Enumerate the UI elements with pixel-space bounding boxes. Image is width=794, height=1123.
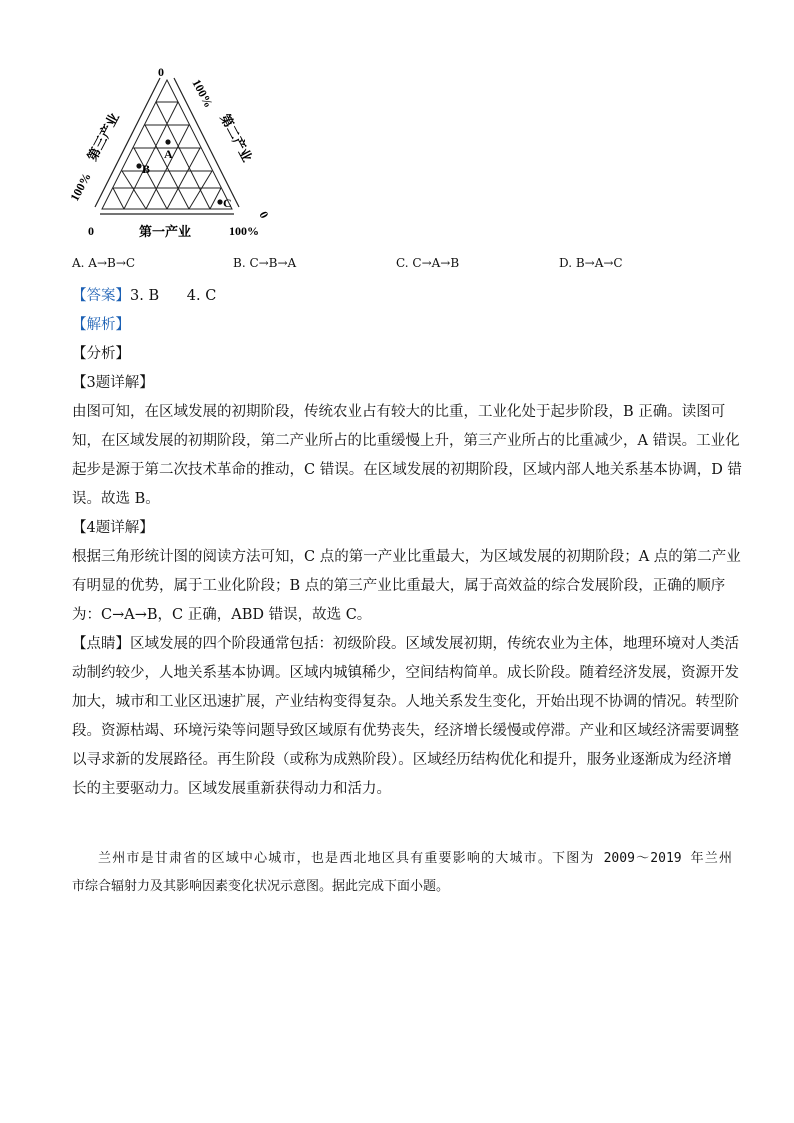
point-b-label: B [142,162,151,176]
dianjing-line: 以寻求新的发展路径。再生阶段（或称为成熟阶段）。区域经历结构优化和提升，服务业逐渐成为经济增 [72,752,732,768]
right-100: 100% [189,76,216,110]
answer-line [72,282,724,311]
material-line: 市综合辐射力及其影响因素变化状况示意图。据此完成下面小题。 [72,879,450,894]
bottom-axis-label: 第一产业 [139,225,192,240]
point-c-marker [217,199,222,204]
dianjing-line: 加大，城市和工业区迅速扩展，产业结构变得复杂。人地关系发生变化，开始出现不协调的情况。转型阶 [72,694,739,710]
q3-line: 知，在区域发展的初期阶段，第二产业所占的比重缓慢上升，第三产业所占的比重减少，A 错误。工业化 [72,433,740,449]
q4-line: 根据三角形统计图的阅读方法可知，C 点的第一产业比重最大，为区域发展的初期阶段；A 点的第二产业 [72,549,741,565]
dianjing-line [72,630,739,659]
analysis-tag: 【解析】 [72,317,130,333]
bottom-right-100: 100% [229,224,259,238]
left-100: 100% [67,170,94,204]
dianjing-line: 长的主要驱动力。区域发展重新获得动力和活力。 [72,781,391,797]
option-c: C. C→A→B [396,256,460,270]
option-a: A. A→B→C [72,256,136,270]
option-d: D. B→A→C [559,256,623,270]
answer-section [72,282,742,804]
bottom-left-zero: 0 [88,224,94,238]
point-a-marker [165,139,170,144]
q3-tag: 【3题详解】 [72,375,154,391]
dianjing-line: 段。资源枯竭、环境污染等问题导致区域原有优势丧失，经济增长缓慢或停滞。产业和区域经济需要调整 [72,723,739,739]
material-passage [72,845,732,901]
right-axis-label: 第二产业 [216,111,255,165]
left-axis-label: 第三产业 [85,110,123,164]
q3-line: 起步是源于第二次技术革命的推动，C 错误。在区域发展的初期阶段，区域内部人地关系基本协调，D 错 [72,462,742,478]
q4-tag: 【4题详解】 [72,520,154,536]
fenxi-tag: 【分析】 [72,346,130,362]
point-c-label: C [223,196,232,210]
answer-text: 3. B 4. C [130,288,217,304]
q4-line: 为：C→A→B，C 正确，ABD 错误，故选 C。 [72,607,372,623]
top-zero: 0 [158,65,164,79]
point-a-label: A [164,147,173,161]
dianjing-first-text: 区域发展的四个阶段通常包括：初级阶段。区域发展初期，传统农业为主体，地理环境对人类活 [130,636,739,652]
dianjing-line: 动制约较少，人地关系基本协调。区域内城镇稀少，空间结构简单。成长阶段。随着经济发展，资源开发 [72,665,739,681]
ternary-diagram [62,62,292,252]
option-b: B. C→B→A [233,256,297,270]
options-row [72,256,752,278]
material-line: 兰州市是甘肃省的区域中心城市，也是西北地区具有重要影响的大城市。下图为 2009～2019 年兰州 [98,851,732,866]
axis-frame [95,78,239,214]
q3-line: 误。故选 B。 [72,491,160,507]
q3-line: 由图可知，在区域发展的初期阶段，传统农业占有较大的比重，工业化处于起步阶段，B 正确。读图可 [72,404,726,420]
point-b-marker [136,163,141,168]
right-zero: 0 [256,208,272,221]
answer-tag: 【答案】 [72,288,130,304]
dianjing-tag: 【点睛】 [72,636,130,652]
q4-line: 有明显的优势，属于工业化阶段；B 点的第三产业比重最大，属于高效益的综合发展阶段，正确的顺序 [72,578,726,594]
